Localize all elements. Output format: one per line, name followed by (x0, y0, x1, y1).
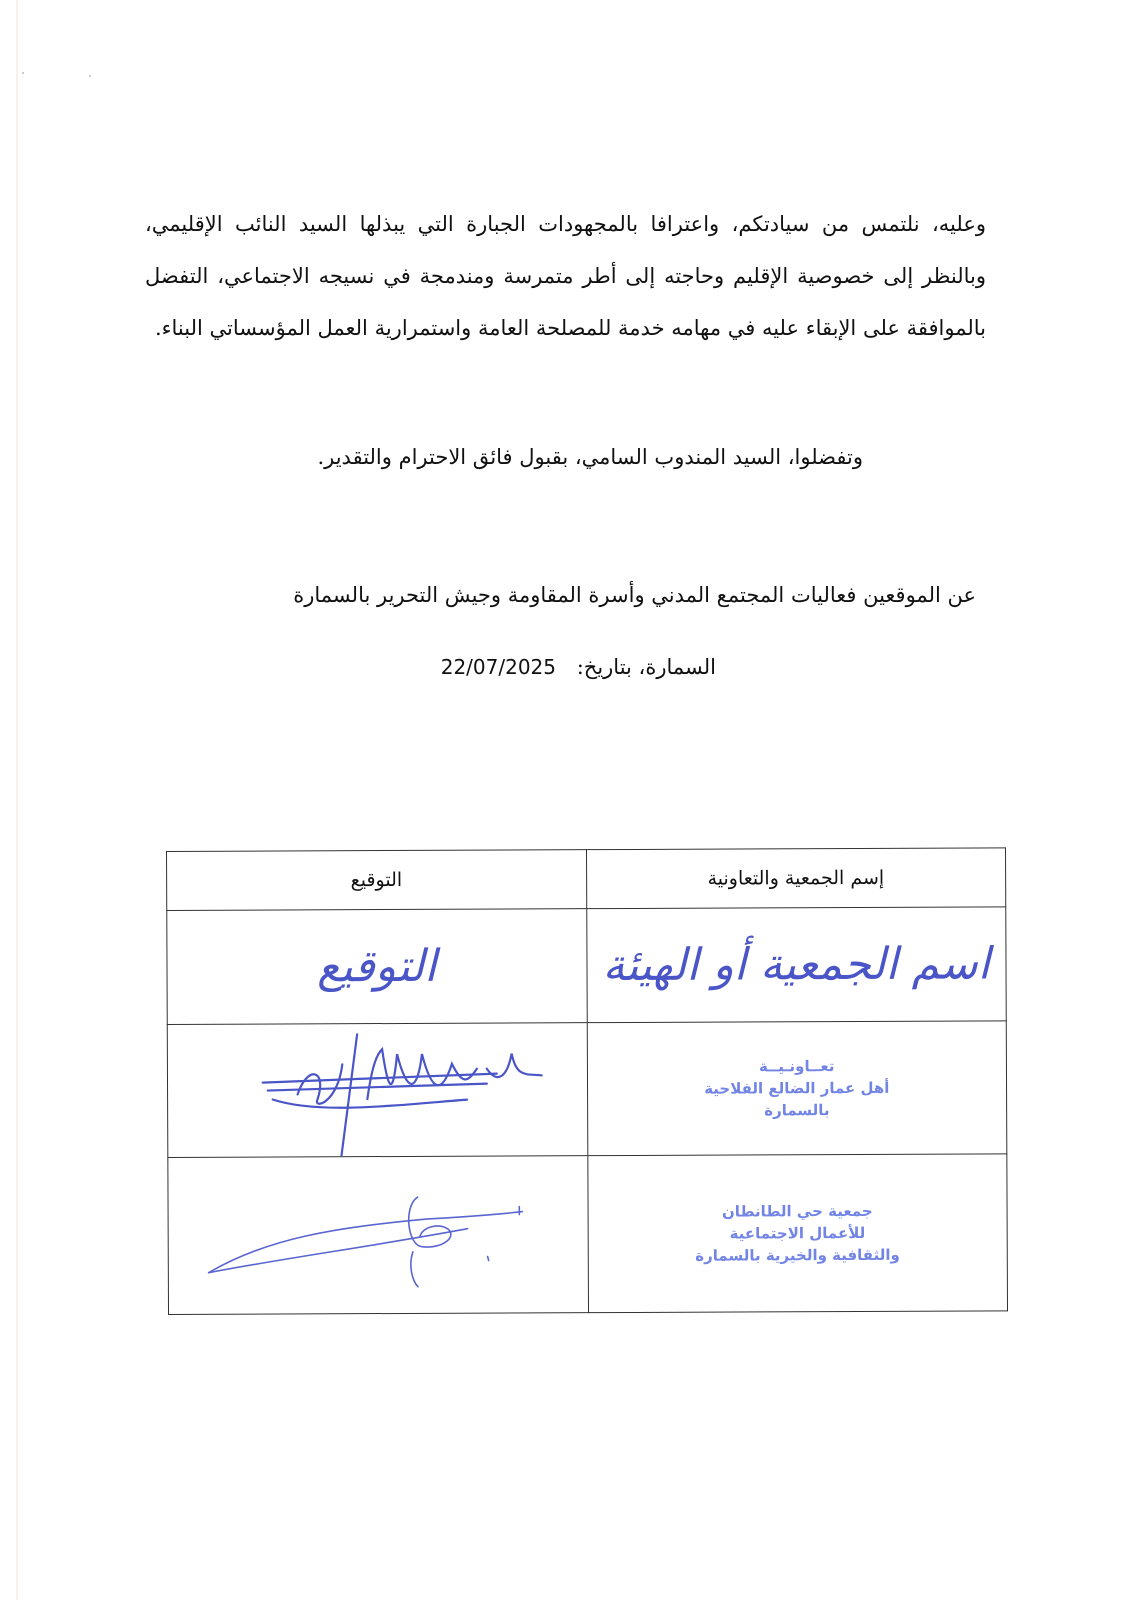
body-paragraph: وعليه، نلتمس من سيادتكم، واعترافا بالمجهودات الجبارة التي يبذلها السيد النائب الإقليمي، وبالنظر إلى خصوصية الإقليم وحاجته إلى أطر متمرسة ومندمجة في نسيجه الاجتماعي، التفضل بالموافقة على الإبقاء عليه في مهامه خدمة للمصلحة العامة واستمرارية العمل المؤسساتي البناء. (145, 212, 986, 340)
header-association-name: إسم الجمعية والتعاونية (586, 848, 1006, 909)
scribble-signature (168, 1023, 587, 1157)
header-signature: التوقيع (167, 850, 587, 911)
handwritten-signature-word: التوقيع (316, 940, 437, 993)
letter-body (145, 198, 986, 354)
table-row (168, 1154, 1008, 1315)
cooperative-stamp (704, 1055, 890, 1122)
scan-speck (89, 75, 91, 77)
stamp-line: تعــاونـيــة (758, 1057, 835, 1076)
signature-table (166, 847, 1008, 1315)
association-stamp (695, 1200, 900, 1267)
closing-line: وتفضلوا، السيد المندوب السامي، بقبول فائق الاحترام والتقدير. (317, 445, 863, 469)
table-header-row (167, 848, 1006, 911)
date-line (441, 655, 716, 679)
date-label: السمارة، بتاريخ: (576, 655, 716, 679)
stamp-line: للأعمال الاجتماعية (729, 1223, 866, 1243)
handwritten-association-name: اسم الجمعية أو الهيئة (602, 938, 991, 992)
date-value: 22/07/2025 (440, 655, 556, 679)
stamp-line: أهل عمار الضالع الفلاحية (704, 1078, 890, 1098)
scan-speck (22, 72, 24, 74)
table-row (167, 907, 1006, 1025)
stamp-line: بالسمارة (764, 1101, 830, 1120)
signature-image (168, 1156, 587, 1314)
signatories-line: عن الموقعين فعاليات المجتمع المدني وأسرة المقاومة وجيش التحرير بالسمارة (293, 583, 976, 607)
signature-image (168, 1023, 587, 1157)
page-edge (16, 0, 18, 1600)
stamp-line: والثقافية والخيرية بالسمارة (695, 1245, 900, 1265)
loop-signature (168, 1156, 587, 1314)
stamp-line: جمعية حي الطانطان (721, 1201, 873, 1221)
table-row (167, 1021, 1007, 1158)
